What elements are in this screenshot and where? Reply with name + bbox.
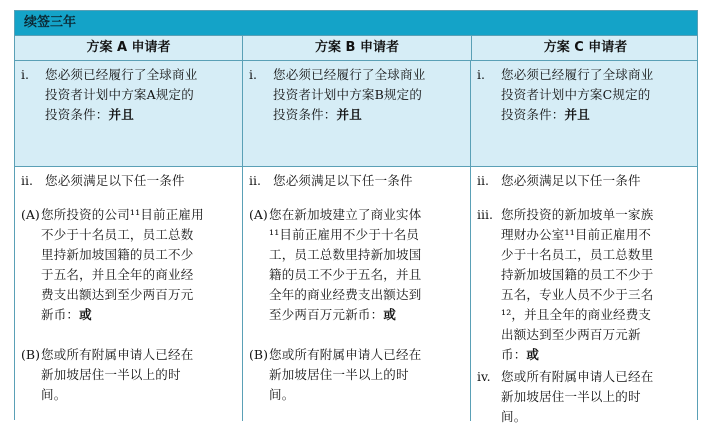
item-number: i. — [249, 67, 257, 82]
cell-b-condition-ii — [242, 167, 470, 421]
cell-a-condition-i — [15, 61, 242, 166]
list-item — [21, 65, 236, 125]
item-text: 您所投资的公司¹¹目前正雇用 不少于十名员工，员工总数 里持新加坡国籍的员工不少 于五名，并且全年的商业经 费支出额达到至少两百万元 新币： — [41, 207, 204, 322]
item-conjunction: 或 — [526, 347, 540, 362]
header-row — [15, 36, 697, 61]
list-item — [21, 171, 236, 191]
additional-condition-row — [15, 167, 697, 424]
list-item — [477, 171, 691, 191]
item-conjunction: 并且 — [336, 107, 362, 122]
item-number: ii. — [249, 173, 261, 188]
list-item — [21, 345, 236, 405]
item-text: 您必须满足以下任一条件 — [501, 173, 641, 188]
item-number: iii. — [477, 207, 493, 222]
cell-b-condition-i — [242, 61, 470, 166]
header-option-b: 方案 B 申请者 — [242, 36, 471, 60]
item-text: 您或所有附属申请人已经在 新加坡居住一半以上的时 间。 — [41, 347, 194, 402]
item-text: 您必须已经履行了全球商业 投资者计划中方案C规定的 投资条件： — [501, 67, 654, 122]
list-item — [21, 205, 236, 325]
item-text: 您在新加坡建立了商业实体 ¹¹目前正雇用不少于十名员 工，员工总数里持新加坡国 籍的员工不少于五名，并且 全年的商业经费支出额达到 至少两百万元新币： — [269, 207, 422, 322]
cell-c-condition-ii — [470, 167, 697, 424]
item-number: (B) — [21, 347, 40, 362]
header-option-a: 方案 A 申请者 — [86, 40, 171, 55]
item-text: 您所投资的新加坡单一家族 理财办公室¹¹目前正雇用不 少于十名员工，员工总数里 持新加坡国籍的员工不少于 五名，专业人员不少于三名 ¹²，并且全年的商业经费支 出额达到至少两百万元新 币： — [501, 207, 654, 362]
list-item — [477, 367, 691, 427]
item-text: 您必须满足以下任一条件 — [273, 173, 413, 188]
header-option-c: 方案 C 申请者 — [471, 36, 699, 60]
item-conjunction: 或 — [79, 307, 92, 322]
item-text: 您或所有附属申请人已经在 新加坡居住一半以上的时 间。 — [269, 347, 422, 402]
item-number: (B) — [249, 347, 268, 362]
list-item — [249, 65, 464, 125]
item-number: i. — [21, 67, 29, 82]
item-conjunction: 并且 — [564, 107, 590, 122]
item-number: iv. — [477, 369, 491, 384]
renewal-table — [14, 10, 698, 424]
item-number: ii. — [21, 173, 33, 188]
cell-a-condition-ii — [15, 167, 242, 421]
item-number: (A) — [21, 207, 40, 222]
item-text: 您或所有附属申请人已经在 新加坡居住一半以上的时 间。 — [501, 369, 654, 424]
list-item — [249, 345, 464, 405]
cell-c-condition-i — [470, 61, 697, 166]
item-number: ii. — [477, 173, 489, 188]
item-number: (A) — [249, 207, 268, 222]
item-text: 您必须已经履行了全球商业 投资者计划中方案B规定的 投资条件： — [273, 67, 426, 122]
item-text: 您必须已经履行了全球商业 投资者计划中方案A规定的 投资条件： — [45, 67, 198, 122]
item-text: 您必须满足以下任一条件 — [45, 173, 185, 188]
list-item — [249, 205, 464, 325]
investment-condition-row — [15, 61, 697, 167]
list-item — [249, 171, 464, 191]
item-conjunction: 或 — [383, 307, 397, 322]
list-item — [477, 65, 691, 125]
item-conjunction: 并且 — [108, 107, 134, 122]
list-item — [477, 205, 691, 365]
item-number: i. — [477, 67, 485, 82]
table-title: 续签三年 — [15, 11, 697, 36]
